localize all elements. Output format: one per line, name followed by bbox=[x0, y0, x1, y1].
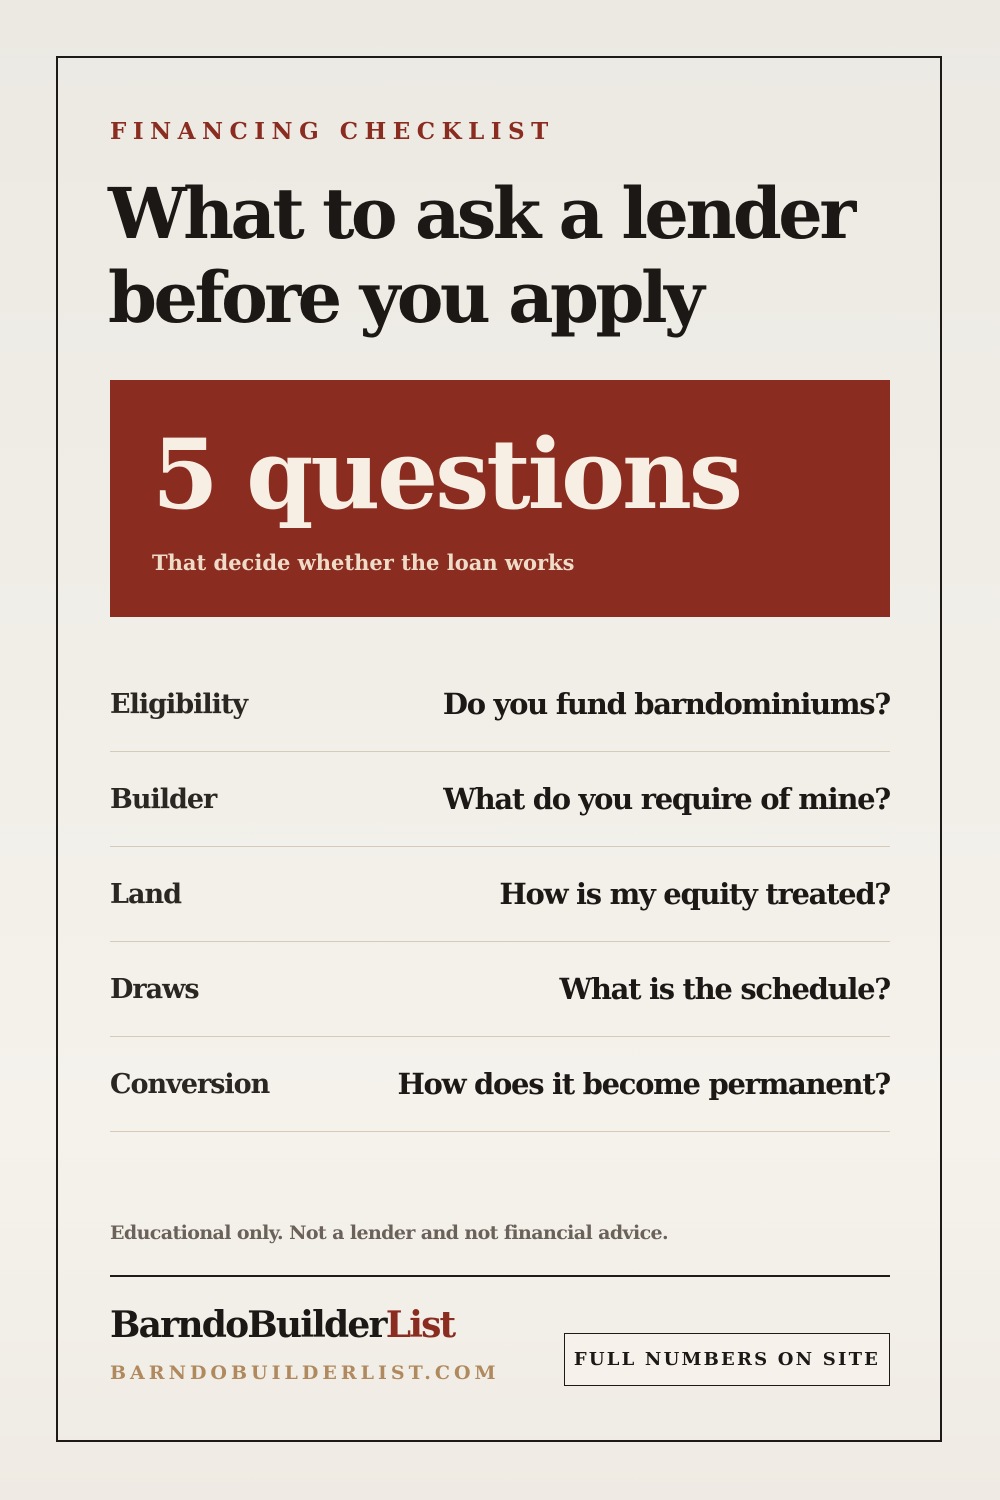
row-question: How does it become permanent? bbox=[397, 1067, 890, 1101]
row-label: Eligibility bbox=[110, 688, 248, 720]
row-question: What do you require of mine? bbox=[443, 782, 890, 816]
hero-title: 5 questions bbox=[152, 418, 740, 531]
footer-divider bbox=[110, 1275, 890, 1277]
question-row-builder bbox=[110, 752, 890, 847]
row-label: Builder bbox=[110, 783, 217, 815]
row-label: Land bbox=[110, 878, 181, 910]
question-row-draws bbox=[110, 942, 890, 1037]
brand-name-accent: List bbox=[385, 1304, 455, 1346]
brand-name: BarndoBuilder bbox=[110, 1304, 386, 1346]
title-line-2: before you apply bbox=[108, 256, 702, 339]
page-title bbox=[108, 172, 908, 340]
full-numbers-button[interactable]: FULL NUMBERS ON SITE bbox=[564, 1333, 890, 1386]
question-row-conversion bbox=[110, 1037, 890, 1132]
row-question: How is my equity treated? bbox=[499, 877, 890, 911]
website-link[interactable]: BARNDOBUILDERLIST.COM bbox=[110, 1362, 500, 1384]
question-list bbox=[110, 657, 890, 1132]
row-label: Conversion bbox=[110, 1068, 270, 1100]
row-label: Draws bbox=[110, 973, 199, 1005]
eyebrow-label: FINANCING CHECKLIST bbox=[110, 118, 555, 145]
title-line-1: What to ask a lender bbox=[108, 172, 853, 255]
disclaimer-text: Educational only. Not a lender and not financial advice. bbox=[110, 1222, 669, 1244]
question-row-land bbox=[110, 847, 890, 942]
row-question: What is the schedule? bbox=[559, 972, 890, 1006]
question-row-eligibility bbox=[110, 657, 890, 752]
row-question: Do you fund barndominiums? bbox=[442, 687, 890, 721]
brand-logo bbox=[110, 1304, 454, 1346]
hero-banner bbox=[110, 380, 890, 617]
hero-subtitle: That decide whether the loan works bbox=[152, 550, 575, 575]
